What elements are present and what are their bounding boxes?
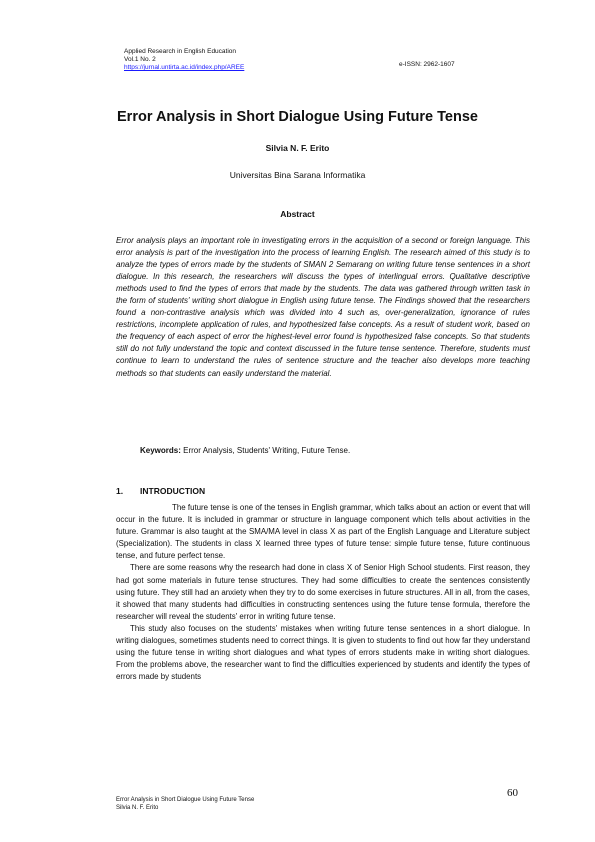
keywords-list: Error Analysis, Students' Writing, Future Tense. — [183, 446, 351, 455]
paper-title: Error Analysis in Short Dialogue Using Future Tense — [117, 109, 478, 125]
footer-title: Error Analysis in Short Dialogue Using Future Tense — [116, 797, 255, 803]
affiliation: Universitas Bina Sarana Informatika — [229, 170, 366, 180]
paragraph: This study also focuses on the students' mistakes when writing future tense sentences in a short dialogue. In writing dialogues, sometimes students need to correct things. It is given to students to find out how far they understand using the future tense in writing short dialogues and what types of errors students make in writing short dialogues. From the problems above, the researcher want to find the difficulties experienced by students and identify the types of errors made by students — [116, 623, 530, 682]
journal-name: Applied Research in English Education — [124, 48, 237, 55]
paragraph: The future tense is one of the tenses in English grammar, which talks about an action or event that will occur in the future. It is included in grammar or structure in language component which tells about activities in the future. Grammar is also taught at the SMA/MA level in class X as part of the English Language and Literature subject (Specialization). The students in class X learned three types of future tense: simple future tense, future continuous tense, and future perfect tense. — [116, 503, 530, 561]
running-footer — [116, 797, 254, 812]
keywords-line — [140, 446, 350, 455]
keywords-label: Keywords: — [140, 446, 181, 455]
journal-url-link[interactable]: https://jurnal.untirta.ac.id/index.php/AREE — [124, 64, 245, 71]
section-heading — [116, 486, 205, 496]
eissn: e-ISSN: 2962-1607 — [399, 61, 455, 68]
section-body — [116, 502, 530, 683]
footer-author: Silvia N. F. Erito — [116, 804, 159, 811]
section-title: INTRODUCTION — [140, 486, 206, 496]
abstract-text: Error analysis plays an important role in investigating errors in the acquisition of a second or foreign language. This error analysis is part of the investigation into the process of learning English. The research aimed of this study is to analyze the types of errors made by the students of SMAN 2 Semarang on writing future tense sentences in a short dialogue. In this research, the researchers will discuss the types of interlingual errors. Qualitative descriptive methods used to find the types of errors that made by the students. The data was gathered through written task in the form of students' writing short dialogue in English using future tense. The Findings showed that the researchers found a non-contrastive analysis which was divided into 4 such as, over-generalization, ignorance of rules restrictions, incomplete application of rules, and hypothesized false concepts. As a result of student work, based on the frequency of each aspect of error the highest-level error found is hypothesized false concepts. So that students still do not fully understand the topic and context discussed in the future tense sentence. Therefore, students must continue to learn to understand the rules of sentence structure and the teacher also develops more teaching methods so that students can easily understand the material. — [116, 236, 530, 378]
abstract-heading: Abstract — [280, 209, 315, 219]
author-name: Silvia N. F. Erito — [265, 143, 330, 153]
page-number: 60 — [507, 787, 518, 799]
paragraph: There are some reasons why the research had done in class X of Senior High School students. First reason, they had got some materials in future tense structures. They had some difficulties to create the sentences consistently using future. They still had an anxiety when they try to do some exercises in future structures. All in all, from the cases, it showed that many students had difficulties in constructing sentences using the future tense formula, therefore the researcher will reveal the students' error in writing future tense. — [116, 563, 530, 621]
section-number: 1. — [116, 486, 124, 496]
volume-info: Vol.1 No. 2 — [124, 56, 156, 63]
